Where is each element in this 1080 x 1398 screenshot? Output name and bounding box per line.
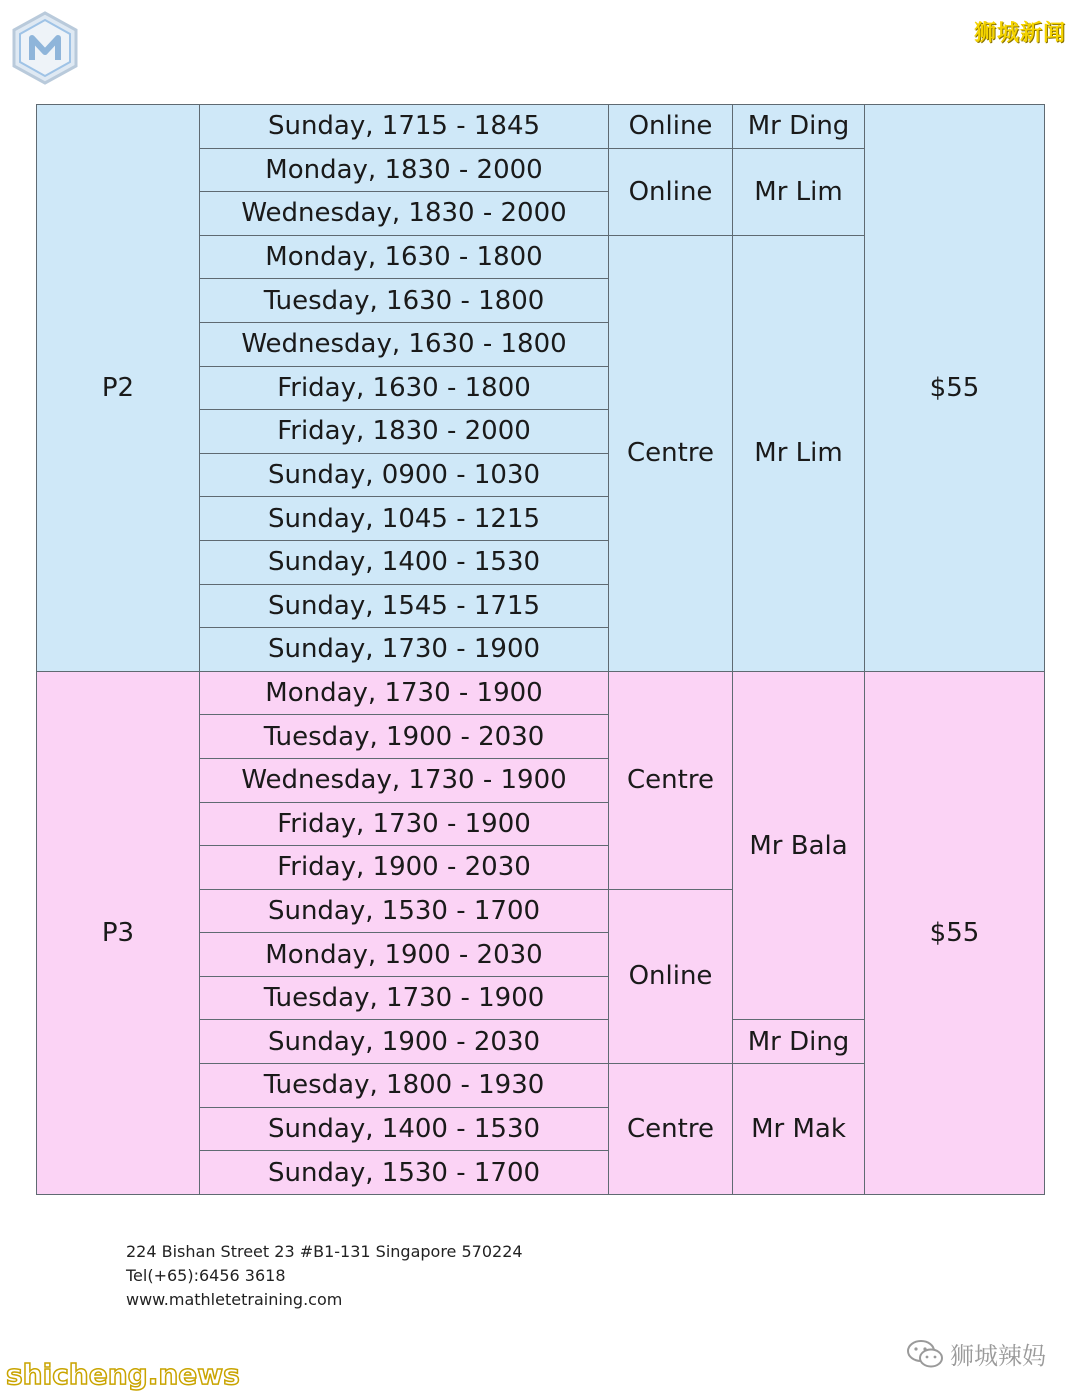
slot-cell: Friday, 1730 - 1900	[200, 802, 609, 846]
website-link[interactable]: www.mathletetraining.com	[126, 1290, 343, 1309]
p2-group	[37, 105, 1045, 672]
mathlete-logo	[10, 10, 80, 86]
table-row	[37, 105, 1045, 149]
level-cell: P3	[37, 671, 200, 1194]
slot-cell: Sunday, 0900 - 1030	[200, 453, 609, 497]
level-cell: P2	[37, 105, 200, 672]
watermark-wechat	[906, 1336, 1046, 1371]
contact-footer	[126, 1240, 523, 1312]
watermark-top: 狮城新闻	[973, 21, 1066, 46]
tutor-cell: Mr Ding	[733, 105, 865, 149]
slot-cell: Monday, 1730 - 1900	[200, 671, 609, 715]
address-text: 224 Bishan Street 23 #B1-131 Singapore 570224	[126, 1242, 523, 1261]
mode-cell: Centre	[609, 1064, 733, 1195]
slot-cell: Sunday, 1730 - 1900	[200, 628, 609, 672]
slot-cell: Wednesday, 1730 - 1900	[200, 758, 609, 802]
watermark-site: shicheng.news	[6, 1358, 240, 1391]
mode-cell: Online	[609, 889, 733, 1063]
tutor-cell: Mr Lim	[733, 148, 865, 235]
fee-cell: $55	[865, 105, 1045, 672]
slot-cell: Sunday, 1715 - 1845	[200, 105, 609, 149]
watermark-wechat-label: 狮城辣妈	[950, 1342, 1046, 1370]
tutor-cell: Mr Bala	[733, 671, 865, 1020]
slot-cell: Sunday, 1900 - 2030	[200, 1020, 609, 1064]
slot-cell: Tuesday, 1900 - 2030	[200, 715, 609, 759]
slot-cell: Tuesday, 1800 - 1930	[200, 1064, 609, 1108]
slot-cell: Sunday, 1045 - 1215	[200, 497, 609, 541]
slot-cell: Tuesday, 1630 - 1800	[200, 279, 609, 323]
mode-cell: Online	[609, 105, 733, 149]
tutor-cell: Mr Ding	[733, 1020, 865, 1064]
mode-cell: Centre	[609, 235, 733, 671]
p3-group	[37, 671, 1045, 1194]
slot-cell: Monday, 1630 - 1800	[200, 235, 609, 279]
tutor-cell: Mr Mak	[733, 1064, 865, 1195]
table-row	[37, 671, 1045, 715]
slot-cell: Friday, 1900 - 2030	[200, 846, 609, 890]
slot-cell: Sunday, 1400 - 1530	[200, 1107, 609, 1151]
slot-cell: Wednesday, 1630 - 1800	[200, 322, 609, 366]
slot-cell: Monday, 1900 - 2030	[200, 933, 609, 977]
mode-cell: Centre	[609, 671, 733, 889]
wechat-icon	[906, 1339, 944, 1369]
class-schedule-table	[36, 104, 1045, 1195]
slot-cell: Friday, 1830 - 2000	[200, 410, 609, 454]
fee-cell: $55	[865, 671, 1045, 1194]
slot-cell: Tuesday, 1730 - 1900	[200, 976, 609, 1020]
slot-cell: Friday, 1630 - 1800	[200, 366, 609, 410]
slot-cell: Monday, 1830 - 2000	[200, 148, 609, 192]
slot-cell: Sunday, 1530 - 1700	[200, 1151, 609, 1195]
slot-cell: Sunday, 1530 - 1700	[200, 889, 609, 933]
tutor-cell: Mr Lim	[733, 235, 865, 671]
slot-cell: Wednesday, 1830 - 2000	[200, 192, 609, 236]
mode-cell: Online	[609, 148, 733, 235]
slot-cell: Sunday, 1545 - 1715	[200, 584, 609, 628]
tel-text: Tel(+65):6456 3618	[126, 1266, 286, 1285]
slot-cell: Sunday, 1400 - 1530	[200, 540, 609, 584]
